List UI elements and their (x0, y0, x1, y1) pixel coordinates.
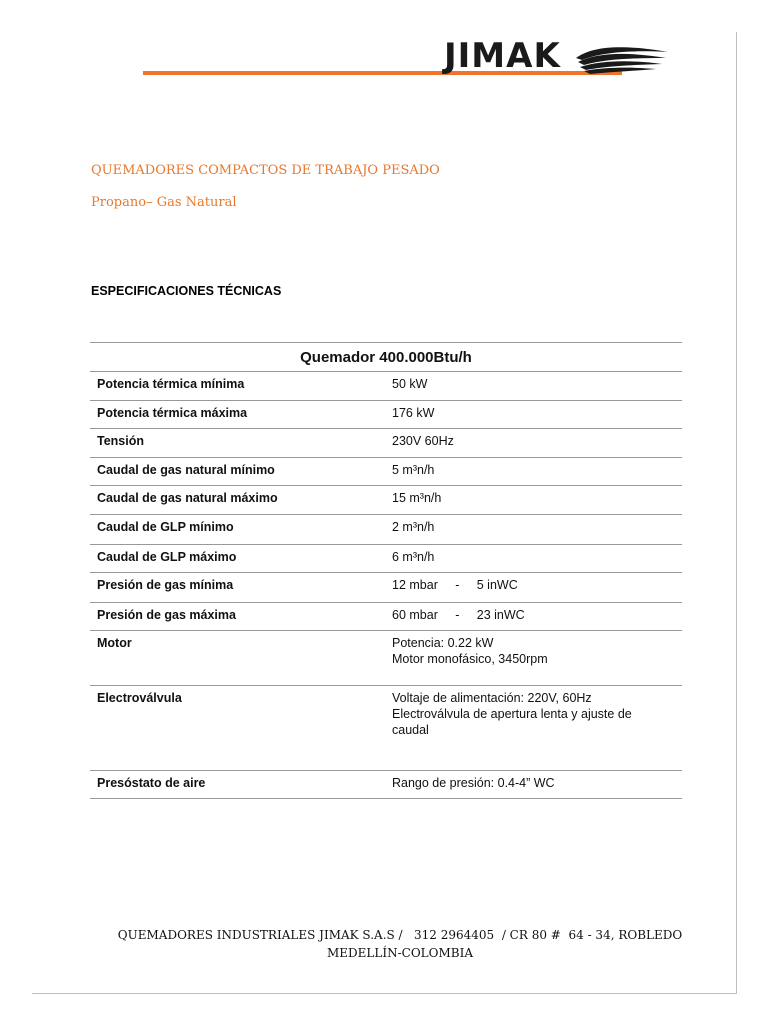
table-row (90, 771, 682, 799)
table-row (90, 372, 682, 401)
footer-city: MEDELLÍN-COLOMBIA (327, 946, 473, 960)
row-value-line: Motor monofásico, 3450rpm (392, 652, 548, 666)
page-edge-bottom (32, 993, 737, 994)
logo-text: JIMAK (444, 36, 561, 76)
table-row (90, 686, 682, 771)
row-label: Presión de gas máxima (97, 608, 236, 622)
row-value: 60 mbar - 23 inWC (392, 608, 525, 622)
row-label: Potencia térmica máxima (97, 406, 248, 420)
row-value: 176 kW (392, 406, 435, 420)
row-value: 2 m³n/h (392, 520, 435, 534)
row-label: Caudal de gas natural mínimo (97, 463, 275, 477)
row-value: 50 kW (392, 377, 428, 391)
table-row (90, 545, 682, 573)
section-heading: ESPECIFICACIONES TÉCNICAS (91, 284, 282, 298)
table-row (90, 401, 682, 429)
document-subtitle: Propano– Gas Natural (91, 195, 237, 210)
company-logo (444, 34, 674, 78)
page-footer (0, 926, 768, 962)
row-value: 5 m³n/h (392, 463, 435, 477)
table-row (90, 573, 682, 603)
row-label: Potencia térmica mínima (97, 377, 245, 391)
table-heading-row (90, 343, 682, 372)
document-title: QUEMADORES COMPACTOS DE TRABAJO PESADO (91, 163, 440, 178)
row-label: Caudal de GLP máximo (97, 550, 237, 564)
row-label: Presión de gas mínima (97, 578, 234, 592)
row-value: 230V 60Hz (392, 434, 454, 448)
row-value-line: caudal (392, 723, 429, 737)
table-row (90, 603, 682, 631)
row-value: 15 m³n/h (392, 491, 442, 505)
row-label: Caudal de GLP mínimo (97, 520, 234, 534)
table-heading: Quemador 400.000Btu/h (90, 343, 682, 372)
row-value-line: Electroválvula de apertura lenta y ajuste de (392, 707, 632, 721)
table-row (90, 631, 682, 686)
row-label: Motor (97, 636, 132, 650)
footer-address: QUEMADORES INDUSTRIALES JIMAK S.A.S / 312 2964405 / CR 80 # 64 - 34, ROBLEDO (117, 928, 683, 942)
table-row (90, 515, 682, 545)
row-value: Rango de presión: 0.4-4” WC (392, 776, 555, 790)
wing-icon (572, 40, 672, 76)
table-row (90, 486, 682, 515)
row-value: 12 mbar - 5 inWC (392, 578, 518, 592)
row-value-line: Potencia: 0.22 kW (392, 636, 494, 650)
row-label: Presóstato de aire (97, 776, 206, 790)
table-row (90, 429, 682, 458)
row-label: Electroválvula (97, 691, 182, 705)
table-row (90, 458, 682, 486)
spec-table (90, 342, 682, 799)
page-edge-right (736, 32, 737, 994)
row-value: 6 m³n/h (392, 550, 435, 564)
row-value-line: Voltaje de alimentación: 220V, 60Hz (392, 691, 592, 705)
row-label: Caudal de gas natural máximo (97, 491, 278, 505)
row-label: Tensión (97, 434, 144, 448)
